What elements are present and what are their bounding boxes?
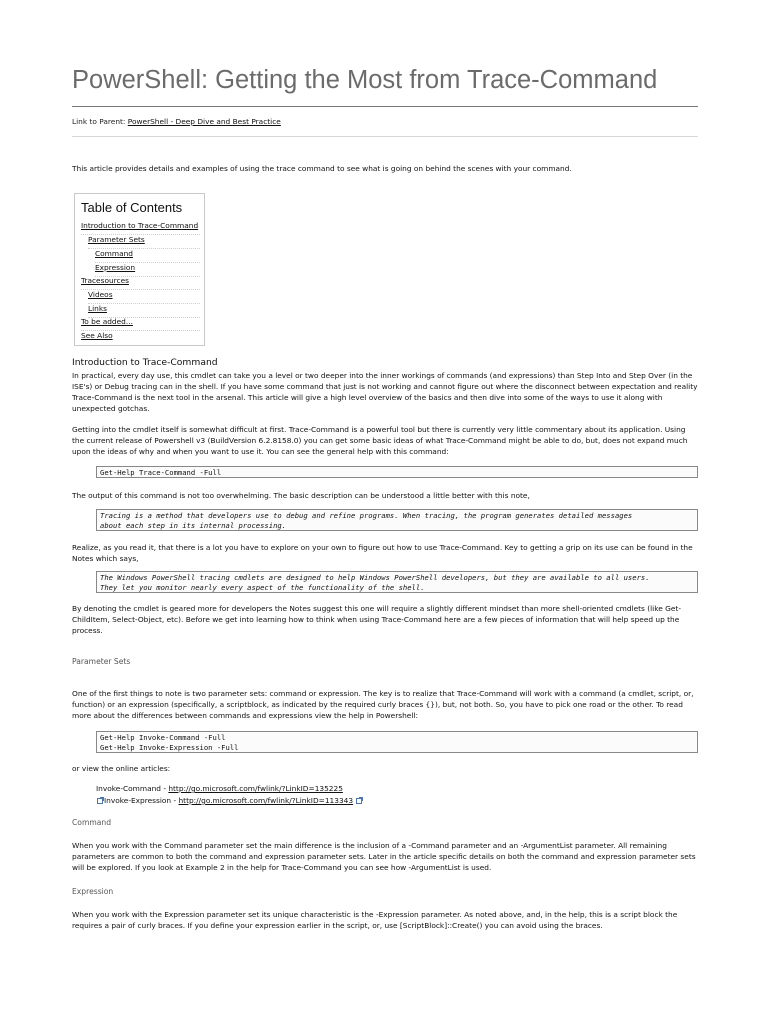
toc-link-introduction[interactable]: Introduction to Trace-Command (81, 221, 199, 230)
online-article-invoke-command (96, 783, 343, 794)
code-block-tracing-note: Tracing is a method that developers use to debug and refine programs. When tracing, the program generates detailed messages about each step in its internal processing. (96, 509, 698, 531)
title-divider (72, 106, 698, 107)
params-paragraph-1: One of the first things to note is two parameter sets: command or expression. The key is to realize that Trace-Command will work with a command (a cmdlet, script, or, function) or an expression (specifically, a scriptblock, as indicated by the required curly braces {}), but, not both. So, you have to pick one road or the other. To read more about the differences between commands and expressions view the help in Powershell: (72, 689, 694, 720)
link-invoke-expression[interactable]: http://go.microsoft.com/fwlink/?LinkID=113343 (178, 796, 354, 805)
external-link-icon (97, 798, 103, 804)
parent-breadcrumb (72, 117, 281, 126)
toc-item (88, 289, 200, 304)
command-paragraph-1: When you work with the Command parameter set the main difference is the inclusion of a -Command parameter and an -ArgumentList parameter. All remaining parameters are common to both the command and expression parameter sets. Later in the article specific details on both the command and expression parameter sets will be explored. If you look at Example 2 in the help for Trace-Command you can see how -ArgumentList is used. (72, 841, 696, 872)
parent-link[interactable]: PowerShell - Deep Dive and Best Practice (127, 117, 281, 126)
intro-paragraph: This article provides details and examples of using the trace command to see what is going on behind the scenes with your command. (72, 164, 572, 173)
external-link-icon (356, 798, 362, 804)
expression-paragraph-1: When you work with the Expression parameter set its unique characteristic is the -Expression parameter. As noted above, and, in the help, this is a script block the requires a pair of curly braces. If you define your expression earlier in the script, or, use [ScriptBlock]::Create() you can avoid using the braces. (72, 910, 678, 930)
toc-link-tracesources[interactable]: Tracesources (81, 276, 129, 285)
intro-section-paragraph-5: By denoting the cmdlet is geared more for developers the Notes suggest this one will require a slightly different mindset than more shell-oriented cmdlets (like Get-ChildItem, Select-Object, etc). Before we get into learning how to think when using Trace-Command here are a few pieces of information that will help speed up the process. (72, 604, 681, 635)
toc-link-videos[interactable]: Videos (88, 290, 113, 299)
toc-item (88, 234, 200, 249)
toc-item (81, 330, 200, 344)
toc-item (81, 316, 200, 331)
page-title: PowerShell: Getting the Most from Trace-Command (72, 66, 658, 94)
toc-item (81, 220, 200, 235)
params-paragraph-2: or view the online articles: (72, 764, 171, 773)
section-heading-command: Command (72, 818, 112, 827)
intro-section-paragraph-4: Realize, as you read it, that there is a lot you have to explore on your own to figure out how to use Trace-Command. Key to getting a grip on its use can be found in the Notes which says, (72, 543, 693, 563)
code-block-notes: The Windows PowerShell tracing cmdlets are designed to help Windows PowerShell developers, but they are available to all users. They let you monitor nearly every aspect of the functionality of the shell. (96, 571, 698, 593)
toc-item (95, 248, 200, 263)
code-block-invoke-help: Get-Help Invoke-Command -Full Get-Help Invoke-Expression -Full (96, 731, 698, 753)
online-article-invoke-expression (96, 795, 363, 806)
code-block-get-help-trace: Get-Help Trace-Command -Full (96, 466, 698, 478)
intro-section-paragraph-3: The output of this command is not too overwhelming. The basic description can be understood a little better with this note, (72, 491, 530, 500)
section-heading-parameter-sets: Parameter Sets (72, 657, 131, 666)
section-heading-expression: Expression (72, 887, 114, 896)
toc-link-links[interactable]: Links (88, 304, 107, 313)
header-divider (72, 136, 698, 137)
toc-link-expression[interactable]: Expression (95, 263, 136, 272)
parent-link-prefix: Link to Parent: (72, 117, 128, 126)
link-invoke-command[interactable]: http://go.microsoft.com/fwlink/?LinkID=135225 (168, 784, 343, 793)
toc-link-parameter-sets[interactable]: Parameter Sets (88, 235, 145, 244)
table-of-contents (74, 193, 205, 346)
toc-link-see-also[interactable]: See Also (81, 331, 113, 340)
section-heading-introduction: Introduction to Trace-Command (72, 357, 218, 368)
toc-link-to-be-added[interactable]: To be added... (81, 317, 133, 326)
article-label-invoke-expression: Invoke-Expression - (104, 796, 179, 805)
article-label-invoke-command: Invoke-Command - (96, 784, 169, 793)
toc-item (81, 275, 200, 290)
intro-section-paragraph-2: Getting into the cmdlet itself is somewhat difficult at first. Trace-Command is a powerful tool but there is currently very little commentary about its application. Using the current release of Powershell v3 (BuildVersion 6.2.8158.0) you can get some basic ideas of what Trace-Command might be able to do, but, does not expand much upon the ideas of why and when you want to use it. You can see the general help with this command: (72, 425, 688, 456)
intro-section-paragraph-1: In practical, every day use, this cmdlet can take you a level or two deeper into the inner workings of commands (and expressions) than Step Into and Step Over (in the ISE's) or Debug tracing can in the shell. If you have some command that just is not working and cannot figure out where the disconnect between expectation and reality Trace-Command is the next tool in the arsenal. This article will give a high level overview of the basics and then dive into some of the ways to use it along with unexpected gotchas. (72, 371, 698, 413)
toc-link-command[interactable]: Command (95, 249, 133, 258)
toc-title: Table of Contents (81, 200, 183, 215)
